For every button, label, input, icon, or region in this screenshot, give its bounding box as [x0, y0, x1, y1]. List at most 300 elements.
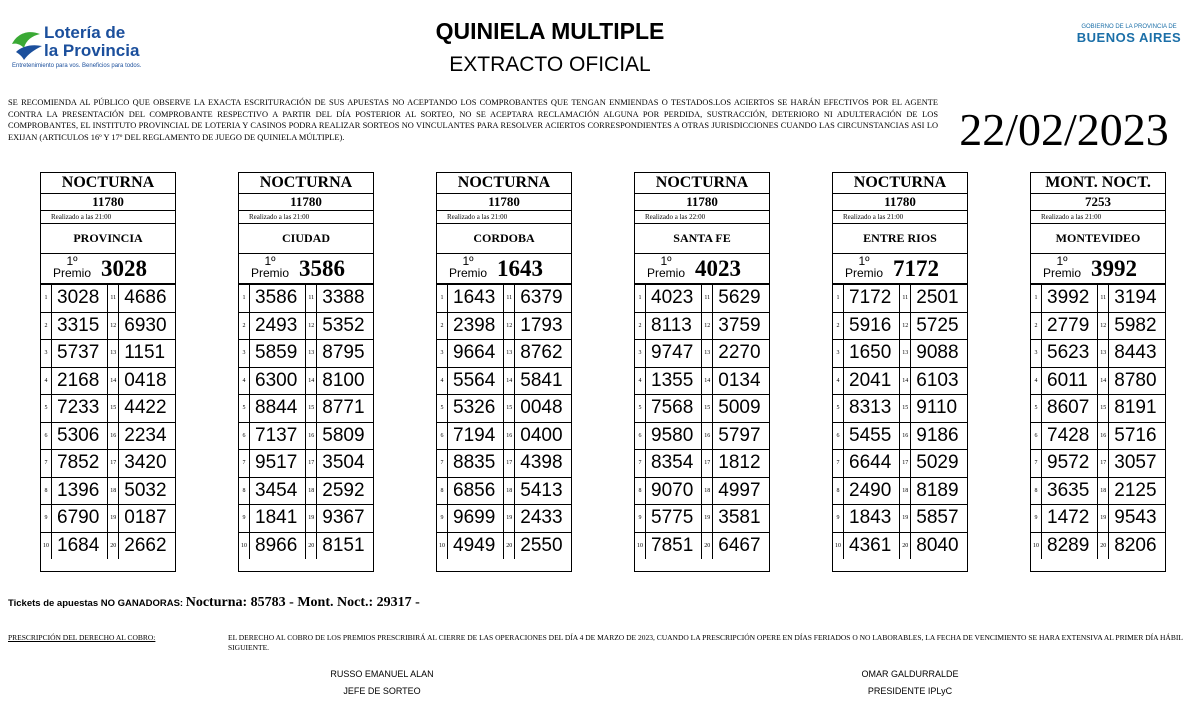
- prescription-label: PRESCRIPCIÓN DEL DERECHO AL COBRO:: [8, 633, 156, 642]
- table-row: [239, 532, 373, 559]
- position-label: 2: [437, 312, 448, 340]
- position-label: 6: [41, 422, 52, 450]
- position-label: 9: [1031, 505, 1042, 533]
- result-number: 9543: [1109, 505, 1165, 533]
- position-label: 4: [437, 367, 448, 395]
- result-number: 6644: [844, 450, 900, 478]
- draw-date: 22/02/2023: [959, 104, 1169, 155]
- position-label: 16: [1098, 422, 1109, 450]
- position-label: 12: [702, 312, 713, 340]
- position-label: 15: [108, 395, 119, 423]
- card-draw-name: NOCTURNA: [239, 173, 373, 194]
- legal-notice: SE RECOMIENDA AL PÚBLICO QUE OBSERVE LA EXACTA ESCRITURACIÓN DE SUS APUESTAS NO ACEPTANDO LOS COMPROBANTES QUE TENGAN ENMIENDAS O TESTADOS.LOS ACIERTOS SE HARÁN EFECTIVOS POR EL AGENTE CONTRA LA PRESENTACIÓN DEL COMPROBANTE RESPECTIVO A PARTIR DEL DÍA POSTERIOR AL SORTEO, NO SE ACEPTARA RECLAMACIÓN ALGUNA POR PERDIDA, SUSTRACCIÓN, DETERIORO NI ADULTERACIÓN DE LOS COMPROBANTES, EL INSTITUTO PROVINCIAL DE LOTERIA Y CASINOS PODRA REALIZAR SORTEOS NO VINCULANTES PARA RESOLVER ACIERTOS CORRESPONDIENTES A OTRAS JURISDICCIONES CUANDO LAS CIRCUNSTANCIAS ASI LO EXIJAN (ARTICULOS 16º Y 17º DEL REGLAMENTO DE JUEGO DE QUINIELA MÚLTIPLE).: [8, 98, 938, 142]
- non-winning-tickets: [8, 595, 420, 611]
- table-row: [1031, 422, 1165, 450]
- position-label: 8: [1031, 477, 1042, 505]
- card-draw-time: Realizado a las 21:00: [41, 211, 175, 224]
- card-jurisdiction: PROVINCIA: [41, 224, 175, 254]
- result-number: 8607: [1042, 395, 1098, 423]
- first-prize-label-text: Premio: [646, 266, 685, 280]
- table-row: [833, 532, 967, 559]
- result-number: 7172: [844, 285, 900, 313]
- result-number: 5623: [1042, 340, 1098, 368]
- position-label: 4: [833, 367, 844, 395]
- position-label: 11: [1098, 285, 1109, 313]
- card-draw-number: 7253: [1031, 194, 1165, 211]
- position-label: 16: [306, 422, 317, 450]
- first-prize-label-text: Premio: [844, 266, 883, 280]
- position-label: 20: [702, 532, 713, 559]
- result-number: 2270: [713, 340, 769, 368]
- first-prize-label-ordinal: 1º: [660, 254, 672, 268]
- table-row: [635, 395, 769, 423]
- first-prize-value: 3992: [1091, 256, 1137, 281]
- logo-name-line1: Lotería de: [44, 23, 126, 42]
- gov-line: GOBIERNO DE LA PROVINCIA DE: [1081, 24, 1177, 30]
- table-row: [41, 450, 175, 478]
- result-number: 8191: [1109, 395, 1165, 423]
- position-label: 8: [635, 477, 646, 505]
- results-table: [239, 284, 373, 559]
- result-number: 5737: [52, 340, 108, 368]
- position-label: 15: [1098, 395, 1109, 423]
- result-card: [40, 172, 176, 572]
- first-prize-value: 1643: [497, 256, 543, 281]
- result-number: 9572: [1042, 450, 1098, 478]
- position-label: 9: [437, 505, 448, 533]
- position-label: 18: [900, 477, 911, 505]
- position-label: 5: [437, 395, 448, 423]
- position-label: 5: [833, 395, 844, 423]
- card-draw-name: NOCTURNA: [437, 173, 571, 194]
- position-label: 1: [833, 285, 844, 313]
- table-row: [635, 367, 769, 395]
- position-label: 4: [1031, 367, 1042, 395]
- position-label: 7: [239, 450, 250, 478]
- result-number: 7194: [448, 422, 504, 450]
- result-number: 9110: [911, 395, 967, 423]
- position-label: 4: [239, 367, 250, 395]
- position-label: 2: [833, 312, 844, 340]
- page-title: QUINIELA MULTIPLE: [435, 18, 665, 44]
- signer2-role: PRESIDENTE IPLyC: [867, 686, 953, 696]
- table-row: [833, 450, 967, 478]
- position-label: 10: [833, 532, 844, 559]
- result-number: 5009: [713, 395, 769, 423]
- position-label: 11: [900, 285, 911, 313]
- result-number: 8780: [1109, 367, 1165, 395]
- position-label: 14: [108, 367, 119, 395]
- first-prize-label-text: Premio: [52, 266, 91, 280]
- first-prize-label: [1036, 255, 1088, 279]
- card-draw-name: NOCTURNA: [833, 173, 967, 194]
- position-label: 3: [437, 340, 448, 368]
- card-draw-time: Realizado a las 21:00: [239, 211, 373, 224]
- signer1-name: RUSSO EMANUEL ALAN: [330, 669, 434, 679]
- result-number: 5455: [844, 422, 900, 450]
- table-row: [239, 285, 373, 313]
- result-number: 9699: [448, 505, 504, 533]
- position-label: 17: [108, 450, 119, 478]
- result-number: 6011: [1042, 367, 1098, 395]
- position-label: 3: [635, 340, 646, 368]
- card-draw-name: NOCTURNA: [41, 173, 175, 194]
- card-jurisdiction: SANTA FE: [635, 224, 769, 254]
- table-row: [833, 340, 967, 368]
- position-label: 1: [1031, 285, 1042, 313]
- result-number: 2501: [911, 285, 967, 313]
- position-label: 6: [635, 422, 646, 450]
- position-label: 14: [306, 367, 317, 395]
- first-prize-label: [46, 255, 98, 279]
- result-number: 3581: [713, 505, 769, 533]
- result-card: [634, 172, 770, 572]
- position-label: 7: [833, 450, 844, 478]
- result-number: 6379: [515, 285, 571, 313]
- position-label: 11: [108, 285, 119, 313]
- table-row: [833, 285, 967, 313]
- position-label: 6: [437, 422, 448, 450]
- position-label: 11: [702, 285, 713, 313]
- position-label: 8: [239, 477, 250, 505]
- position-label: 8: [41, 477, 52, 505]
- position-label: 2: [41, 312, 52, 340]
- result-number: 2234: [119, 422, 175, 450]
- table-row: [635, 505, 769, 533]
- result-number: 1396: [52, 477, 108, 505]
- results-table: [635, 284, 769, 559]
- result-number: 4686: [119, 285, 175, 313]
- first-prize-label-ordinal: 1º: [1056, 254, 1068, 268]
- result-number: 1650: [844, 340, 900, 368]
- card-jurisdiction: ENTRE RIOS: [833, 224, 967, 254]
- table-row: [1031, 477, 1165, 505]
- position-label: 5: [1031, 395, 1042, 423]
- result-number: 6790: [52, 505, 108, 533]
- position-label: 7: [635, 450, 646, 478]
- results-table: [833, 284, 967, 559]
- card-draw-time: Realizado a las 21:00: [1031, 211, 1165, 224]
- position-label: 17: [1098, 450, 1109, 478]
- table-row: [41, 340, 175, 368]
- table-row: [41, 532, 175, 559]
- position-label: 12: [108, 312, 119, 340]
- result-number: 7852: [52, 450, 108, 478]
- result-number: 1793: [515, 312, 571, 340]
- position-label: 13: [900, 340, 911, 368]
- result-number: 9664: [448, 340, 504, 368]
- first-prize-label: [838, 255, 890, 279]
- result-number: 0134: [713, 367, 769, 395]
- signer1-role: JEFE DE SORTEO: [343, 686, 421, 696]
- result-number: 6930: [119, 312, 175, 340]
- position-label: 4: [41, 367, 52, 395]
- first-prize-label-ordinal: 1º: [462, 254, 474, 268]
- result-number: 6300: [250, 367, 306, 395]
- card-draw-number: 11780: [239, 194, 373, 211]
- result-number: 8151: [317, 532, 373, 559]
- position-label: 11: [504, 285, 515, 313]
- first-prize: [437, 254, 571, 284]
- result-number: 7137: [250, 422, 306, 450]
- table-row: [635, 532, 769, 559]
- results-table: [41, 284, 175, 559]
- logo-tagline: Entretenimiento para vos. Beneficios para todos.: [12, 63, 142, 69]
- position-label: 17: [306, 450, 317, 478]
- result-number: 3388: [317, 285, 373, 313]
- position-label: 6: [833, 422, 844, 450]
- result-number: 8762: [515, 340, 571, 368]
- table-row: [41, 477, 175, 505]
- result-number: 1812: [713, 450, 769, 478]
- card-draw-number: 11780: [833, 194, 967, 211]
- result-number: 5725: [911, 312, 967, 340]
- position-label: 1: [41, 285, 52, 313]
- result-number: 3586: [250, 285, 306, 313]
- result-number: 0418: [119, 367, 175, 395]
- result-number: 9186: [911, 422, 967, 450]
- position-label: 1: [635, 285, 646, 313]
- result-number: 5916: [844, 312, 900, 340]
- result-number: 5809: [317, 422, 373, 450]
- tickets-prefix: Tickets de apuestas NO GANADORAS:: [8, 598, 184, 609]
- card-draw-number: 11780: [41, 194, 175, 211]
- result-number: 3454: [250, 477, 306, 505]
- result-number: 2493: [250, 312, 306, 340]
- table-row: [41, 312, 175, 340]
- position-label: 18: [108, 477, 119, 505]
- result-number: 5859: [250, 340, 306, 368]
- result-number: 2490: [844, 477, 900, 505]
- prescription-text: EL DERECHO AL COBRO DE LOS PREMIOS PRESCRIBIRÁ AL CIERRE DE LAS OPERACIONES DEL DÍA 4 DE MARZO DE 2023, CUANDO LA PRESCRIPCIÓN OPERE EN DÍAS FERIADOS O NO LABORABLES, LA FECHA DE VENCIMIENTO SE HARA EXTENSIVA AL PRIMER DÍA HÁBIL SIGUIENTE.: [228, 633, 1183, 652]
- position-label: 18: [306, 477, 317, 505]
- position-label: 9: [41, 505, 52, 533]
- table-row: [1031, 505, 1165, 533]
- result-number: 5716: [1109, 422, 1165, 450]
- position-label: 17: [900, 450, 911, 478]
- position-label: 19: [702, 505, 713, 533]
- first-prize-label-ordinal: 1º: [858, 254, 870, 268]
- result-number: 3759: [713, 312, 769, 340]
- result-number: 8040: [911, 532, 967, 559]
- result-number: 5564: [448, 367, 504, 395]
- table-row: [1031, 340, 1165, 368]
- position-label: 18: [1098, 477, 1109, 505]
- tickets-values: Nocturna: 85783 - Mont. Noct.: 29317 -: [185, 595, 420, 610]
- position-label: 2: [635, 312, 646, 340]
- table-row: [239, 477, 373, 505]
- result-number: 9070: [646, 477, 702, 505]
- result-number: 5029: [911, 450, 967, 478]
- position-label: 13: [504, 340, 515, 368]
- position-label: 3: [833, 340, 844, 368]
- page-subtitle: EXTRACTO OFICIAL: [449, 53, 651, 76]
- result-number: 2592: [317, 477, 373, 505]
- table-row: [833, 505, 967, 533]
- position-label: 9: [833, 505, 844, 533]
- position-label: 13: [702, 340, 713, 368]
- position-label: 19: [306, 505, 317, 533]
- result-number: 4422: [119, 395, 175, 423]
- position-label: 8: [833, 477, 844, 505]
- result-number: 2125: [1109, 477, 1165, 505]
- position-label: 7: [437, 450, 448, 478]
- position-label: 17: [702, 450, 713, 478]
- position-label: 5: [635, 395, 646, 423]
- position-label: 14: [900, 367, 911, 395]
- signer2-name: OMAR GALDURRALDE: [861, 669, 959, 679]
- result-number: 1472: [1042, 505, 1098, 533]
- table-row: [635, 422, 769, 450]
- loteria-logo: [10, 22, 170, 72]
- result-number: 2433: [515, 505, 571, 533]
- result-number: 5775: [646, 505, 702, 533]
- position-label: 16: [900, 422, 911, 450]
- result-number: 8443: [1109, 340, 1165, 368]
- result-number: 6103: [911, 367, 967, 395]
- first-prize-label: [244, 255, 296, 279]
- position-label: 5: [41, 395, 52, 423]
- result-number: 2662: [119, 532, 175, 559]
- result-number: 1151: [119, 340, 175, 368]
- dove-icon: [10, 26, 44, 62]
- position-label: 6: [1031, 422, 1042, 450]
- result-number: 1355: [646, 367, 702, 395]
- result-number: 3635: [1042, 477, 1098, 505]
- card-jurisdiction: CIUDAD: [239, 224, 373, 254]
- result-number: 8844: [250, 395, 306, 423]
- table-row: [41, 505, 175, 533]
- result-number: 3028: [52, 285, 108, 313]
- position-label: 12: [306, 312, 317, 340]
- table-row: [437, 340, 571, 368]
- table-row: [437, 395, 571, 423]
- table-row: [635, 477, 769, 505]
- result-number: 1643: [448, 285, 504, 313]
- result-number: 4023: [646, 285, 702, 313]
- table-row: [239, 367, 373, 395]
- table-row: [1031, 450, 1165, 478]
- first-prize-label: [442, 255, 494, 279]
- position-label: 3: [239, 340, 250, 368]
- result-number: 5032: [119, 477, 175, 505]
- table-row: [239, 312, 373, 340]
- first-prize: [635, 254, 769, 284]
- position-label: 20: [1098, 532, 1109, 559]
- result-number: 5982: [1109, 312, 1165, 340]
- first-prize-label-text: Premio: [1042, 266, 1081, 280]
- table-row: [437, 532, 571, 559]
- result-number: 4361: [844, 532, 900, 559]
- position-label: 19: [108, 505, 119, 533]
- result-card: [1030, 172, 1166, 572]
- result-number: 3420: [119, 450, 175, 478]
- card-draw-name: MONT. NOCT.: [1031, 173, 1165, 194]
- position-label: 9: [239, 505, 250, 533]
- result-number: 8206: [1109, 532, 1165, 559]
- position-label: 14: [1098, 367, 1109, 395]
- result-number: 7428: [1042, 422, 1098, 450]
- card-jurisdiction: MONTEVIDEO: [1031, 224, 1165, 254]
- table-row: [1031, 312, 1165, 340]
- result-number: 5352: [317, 312, 373, 340]
- position-label: 16: [504, 422, 515, 450]
- result-number: 2168: [52, 367, 108, 395]
- card-draw-number: 11780: [635, 194, 769, 211]
- result-card: [832, 172, 968, 572]
- result-number: 2779: [1042, 312, 1098, 340]
- position-label: 20: [306, 532, 317, 559]
- table-row: [437, 285, 571, 313]
- first-prize-value: 3028: [101, 256, 147, 281]
- result-number: 3992: [1042, 285, 1098, 313]
- result-number: 0187: [119, 505, 175, 533]
- result-number: 5326: [448, 395, 504, 423]
- result-number: 2398: [448, 312, 504, 340]
- position-label: 2: [239, 312, 250, 340]
- first-prize: [239, 254, 373, 284]
- result-number: 7233: [52, 395, 108, 423]
- position-label: 3: [41, 340, 52, 368]
- result-number: 5413: [515, 477, 571, 505]
- card-draw-name: NOCTURNA: [635, 173, 769, 194]
- table-row: [239, 450, 373, 478]
- position-label: 10: [437, 532, 448, 559]
- table-row: [437, 367, 571, 395]
- buenos-aires-logo: [1068, 24, 1190, 48]
- position-label: 20: [108, 532, 119, 559]
- card-jurisdiction: CORDOBA: [437, 224, 571, 254]
- position-label: 6: [239, 422, 250, 450]
- position-label: 9: [635, 505, 646, 533]
- result-number: 7568: [646, 395, 702, 423]
- results-table: [1031, 284, 1165, 559]
- result-number: 3504: [317, 450, 373, 478]
- table-row: [635, 340, 769, 368]
- position-label: 7: [1031, 450, 1042, 478]
- position-label: 16: [702, 422, 713, 450]
- position-label: 15: [306, 395, 317, 423]
- result-number: 0400: [515, 422, 571, 450]
- result-number: 8189: [911, 477, 967, 505]
- result-number: 6856: [448, 477, 504, 505]
- result-number: 7851: [646, 532, 702, 559]
- table-row: [239, 422, 373, 450]
- table-row: [1031, 367, 1165, 395]
- result-number: 4997: [713, 477, 769, 505]
- table-row: [833, 477, 967, 505]
- first-prize-value: 7172: [893, 256, 939, 281]
- position-label: 20: [900, 532, 911, 559]
- position-label: 13: [108, 340, 119, 368]
- table-row: [239, 505, 373, 533]
- result-number: 9747: [646, 340, 702, 368]
- first-prize-label-text: Premio: [250, 266, 289, 280]
- position-label: 18: [702, 477, 713, 505]
- logo-name-line2: la Provincia: [44, 41, 140, 60]
- position-label: 19: [504, 505, 515, 533]
- position-label: 4: [635, 367, 646, 395]
- table-row: [437, 505, 571, 533]
- result-number: 5629: [713, 285, 769, 313]
- first-prize-value: 4023: [695, 256, 741, 281]
- table-row: [437, 312, 571, 340]
- position-label: 19: [1098, 505, 1109, 533]
- result-number: 9580: [646, 422, 702, 450]
- table-row: [239, 340, 373, 368]
- table-row: [635, 450, 769, 478]
- result-number: 4949: [448, 532, 504, 559]
